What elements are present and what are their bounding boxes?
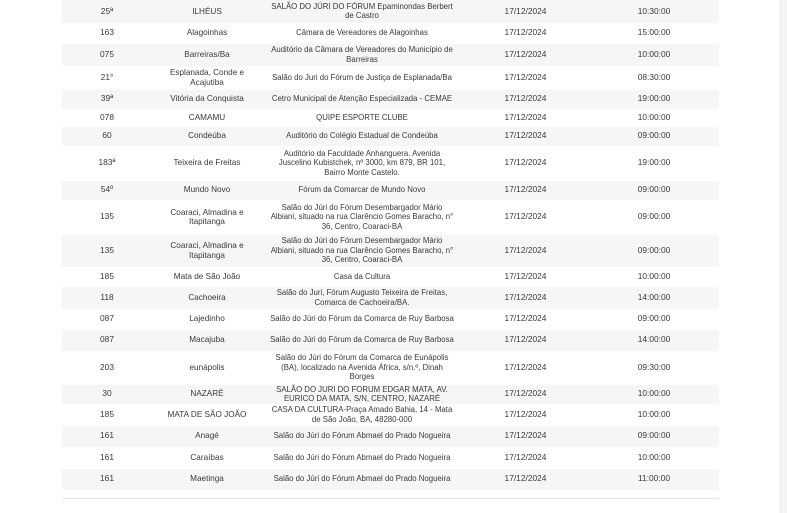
section-cell: 185 [62, 404, 152, 425]
table-row [62, 200, 719, 234]
table-row [62, 180, 719, 200]
section-cell: 135 [62, 234, 152, 267]
city-cell: Alagoinhas [152, 23, 262, 43]
date-cell: 17/12/2024 [462, 0, 589, 23]
date-cell: 17/12/2024 [462, 329, 589, 351]
city-cell: ILHÉUS [152, 0, 262, 23]
date-cell: 17/12/2024 [462, 286, 589, 309]
time-cell: 09:00:00 [589, 126, 719, 146]
city-cell: MATA DE SÃO JOÃO [152, 404, 262, 425]
table-row [62, 23, 719, 43]
time-cell: 10:00:00 [589, 43, 719, 66]
location-cell: Cetro Municipal de Atenção Especializada - CEMAE [262, 89, 462, 109]
city-cell: Lajedinho [152, 309, 262, 329]
time-cell: 08:30:00 [589, 66, 719, 89]
location-cell: Salão do Júri do Fórum da Comarca de Ruy Barbosa [262, 309, 462, 329]
time-cell: 09:00:00 [589, 180, 719, 200]
date-cell: 17/12/2024 [462, 404, 589, 425]
section-cell: 54º [62, 180, 152, 200]
city-cell: Mata de São João [152, 267, 262, 286]
time-cell: 10:00:00 [589, 267, 719, 286]
time-cell: 10:30:00 [589, 0, 719, 23]
date-cell: 17/12/2024 [462, 146, 589, 180]
location-cell: Salão do Júri do Fórum Abmael do Prado Nogueira [262, 468, 462, 490]
date-cell: 17/12/2024 [462, 267, 589, 286]
time-cell: 15:00:00 [589, 23, 719, 43]
city-cell: NAZARÉ [152, 384, 262, 404]
table-row [62, 146, 719, 180]
table-row [62, 89, 719, 109]
city-cell: CAMAMU [152, 109, 262, 126]
location-cell: Salão do Júri do Fórum Abmael do Prado Nogueira [262, 447, 462, 468]
schedule-table [62, 0, 719, 491]
location-cell: Salão do Júri do Fórum Desembargador Mário Albiani, situado na rua Clarêncio Gomes Baracho, n° 36, Centro, Coaraci-BA [262, 200, 462, 234]
section-cell: 30 [62, 384, 152, 404]
location-cell: Salão do Júri do Fórum da Comarca de Eunápolis (BA), localizado na Avenida África, s/n.º, Dinah Borges [262, 351, 462, 384]
table-row [62, 309, 719, 329]
location-cell: Fórum da Comarcar de Mundo Novo [262, 180, 462, 200]
section-cell: 161 [62, 425, 152, 447]
city-cell: Anagé [152, 425, 262, 447]
section-cell: 087 [62, 309, 152, 329]
table-row [62, 286, 719, 309]
table-row [62, 109, 719, 126]
city-cell: Macajuba [152, 329, 262, 351]
section-cell: 185 [62, 267, 152, 286]
location-cell: Auditório do Colégio Estadual de Condeúba [262, 126, 462, 146]
date-cell: 17/12/2024 [462, 200, 589, 234]
section-cell: 118 [62, 286, 152, 309]
time-cell: 14:00:00 [589, 286, 719, 309]
date-cell: 17/12/2024 [462, 384, 589, 404]
table-row [62, 66, 719, 89]
city-cell: eunápolis [152, 351, 262, 384]
time-cell: 09:00:00 [589, 425, 719, 447]
location-cell: Câmara de Vereadores de Alagoinhas [262, 23, 462, 43]
city-cell: Maetinga [152, 468, 262, 490]
location-cell: QUIPE ESPORTE CLUBE [262, 109, 462, 126]
city-cell: Teixeira de Freitas [152, 146, 262, 180]
city-cell: Cachoeira [152, 286, 262, 309]
date-cell: 17/12/2024 [462, 43, 589, 66]
section-cell: 21° [62, 66, 152, 89]
section-cell: 161 [62, 468, 152, 490]
time-cell: 09:00:00 [589, 234, 719, 267]
location-cell: Casa da Cultura [262, 267, 462, 286]
date-cell: 17/12/2024 [462, 234, 589, 267]
time-cell: 11:00:00 [589, 468, 719, 490]
date-cell: 17/12/2024 [462, 23, 589, 43]
location-cell: SALÃO DO JÚRI DO FÓRUM Epaminondas Berbert de Castro [262, 0, 462, 23]
date-cell: 17/12/2024 [462, 468, 589, 490]
table-row [62, 329, 719, 351]
date-cell: 17/12/2024 [462, 109, 589, 126]
city-cell: Mundo Novo [152, 180, 262, 200]
location-cell: Auditório da Câmara de Vereadores do Município de Barreiras [262, 43, 462, 66]
date-cell: 17/12/2024 [462, 89, 589, 109]
table-row [62, 43, 719, 66]
page-scrollbar[interactable] [779, 0, 787, 513]
date-cell: 17/12/2024 [462, 351, 589, 384]
city-cell: Condeúba [152, 126, 262, 146]
time-cell: 19:00:00 [589, 146, 719, 180]
date-cell: 17/12/2024 [462, 425, 589, 447]
location-cell: Salão do Juri do Fórum de Justiça de Esplanada/Ba [262, 66, 462, 89]
table-row [62, 384, 719, 404]
time-cell: 14:00:00 [589, 329, 719, 351]
date-cell: 17/12/2024 [462, 66, 589, 89]
location-cell: Salão do Júri do Fórum Desembargador Mário Albiani, situado na rua Clarêncio Gomes Baracho, n° 36, Centro, Coaraci-BA [262, 234, 462, 267]
time-cell: 10:00:00 [589, 109, 719, 126]
section-cell: 60 [62, 126, 152, 146]
city-cell: Coaraci, Almadina e Itapitanga [152, 200, 262, 234]
time-cell: 10:00:00 [589, 404, 719, 425]
location-cell: Salão do Júri do Fórum Abmael do Prado Nogueira [262, 425, 462, 447]
section-cell: 25ª [62, 0, 152, 23]
city-cell: Esplanada, Conde e Acajutiba [152, 66, 262, 89]
location-cell: CASA DA CULTURA-Praça Amado Bahia, 14 - Mata de São João, BA, 48280-000 [262, 404, 462, 425]
table-row [62, 0, 719, 23]
city-cell: Coaraci, Almadina e Itapitanga [152, 234, 262, 267]
location-cell: SALÃO DO JURI DO FORUM EDGAR MATA, AV. EURICO DA MATA, S/N, CENTRO, NAZARÉ [262, 384, 462, 404]
date-cell: 17/12/2024 [462, 309, 589, 329]
table-row [62, 126, 719, 146]
city-cell: Barreiras/Ba [152, 43, 262, 66]
table-row [62, 425, 719, 447]
table-row [62, 404, 719, 425]
time-cell: 10:00:00 [589, 447, 719, 468]
location-cell: Auditório da Faculdade Anhanguera. Avenida Juscelino Kubistchek, nº 3000, km 879, BR 101, Bairro Monte Castelo. [262, 146, 462, 180]
city-cell: Vitória da Conquista [152, 89, 262, 109]
location-cell: Salão do Júri do Fórum da Comarca de Ruy Barbosa [262, 329, 462, 351]
time-cell: 09:00:00 [589, 309, 719, 329]
section-cell: 203 [62, 351, 152, 384]
section-cell: 39ª [62, 89, 152, 109]
date-cell: 17/12/2024 [462, 180, 589, 200]
table-row [62, 267, 719, 286]
table-row [62, 468, 719, 490]
time-cell: 10:00:00 [589, 384, 719, 404]
table-body [62, 0, 719, 490]
table-row [62, 351, 719, 384]
date-cell: 17/12/2024 [462, 126, 589, 146]
section-cell: 087 [62, 329, 152, 351]
time-cell: 09:30:00 [589, 351, 719, 384]
city-cell: Caraíbas [152, 447, 262, 468]
table-bottom-border [62, 498, 719, 499]
table-row [62, 234, 719, 267]
table-row [62, 447, 719, 468]
date-cell: 17/12/2024 [462, 447, 589, 468]
section-cell: 075 [62, 43, 152, 66]
section-cell: 163 [62, 23, 152, 43]
location-cell: Salão do Juri, Fórum Augusto Teixeira de Freitas, Comarca de Cachoeira/BA. [262, 286, 462, 309]
section-cell: 161 [62, 447, 152, 468]
time-cell: 19:00:00 [589, 89, 719, 109]
section-cell: 135 [62, 200, 152, 234]
section-cell: 183ª [62, 146, 152, 180]
section-cell: 078 [62, 109, 152, 126]
time-cell: 09:00:00 [589, 200, 719, 234]
